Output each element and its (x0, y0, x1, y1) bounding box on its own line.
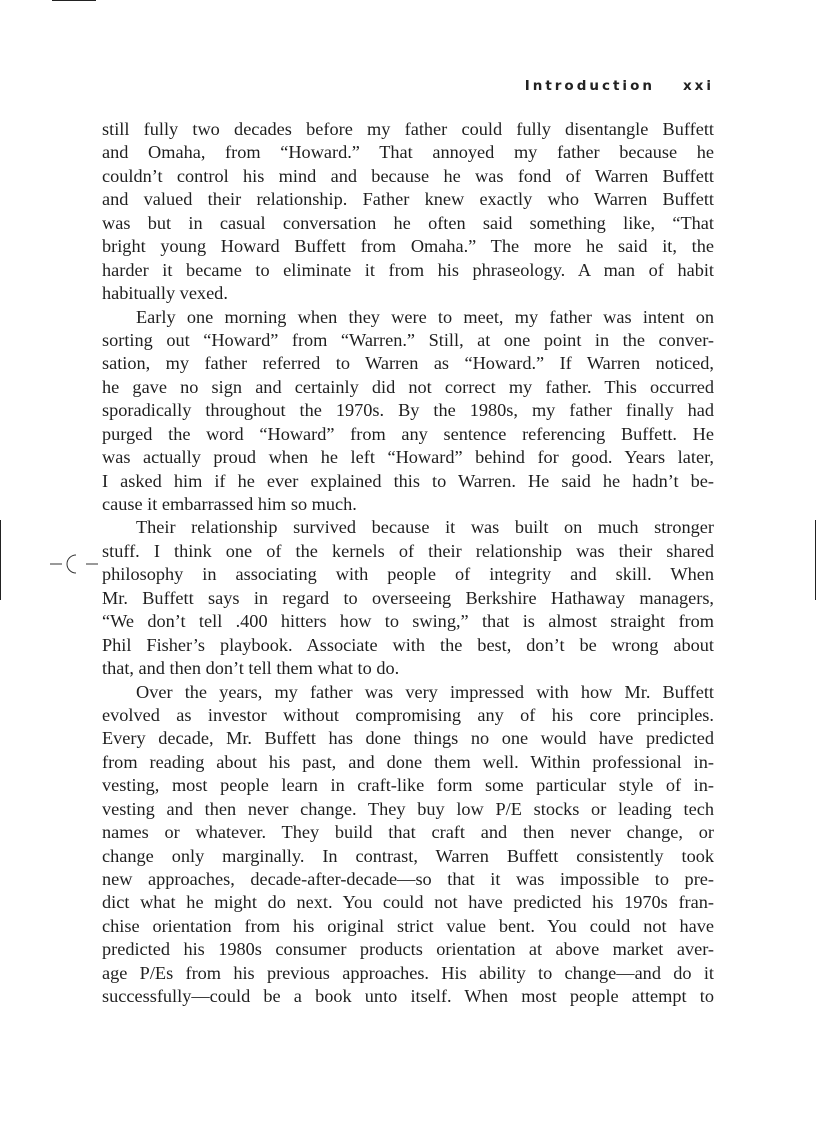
text-line: “We don’t tell .400 hitters how to swing,” that is almost straight from (102, 611, 714, 632)
text-line: names or whatever. They build that craft and then never change, or (102, 822, 714, 843)
text-line: new approaches, decade-after-decade—so that it was impossible to pre- (102, 869, 714, 889)
text-line: change only marginally. In contrast, Warren Buffett consistently took (102, 845, 714, 866)
paragraph (102, 681, 714, 1009)
text-line: philosophy in associating with people of integrity and skill. When (102, 564, 714, 585)
text-line: stuff. I think one of the kernels of their relationship was their shared (102, 540, 714, 561)
body-text (102, 118, 714, 1009)
text-line: dict what he might do next. You could not have predicted his 1970s fran- (102, 892, 714, 913)
paragraph (102, 516, 714, 680)
text-line: Mr. Buffett says in regard to overseeing Berkshire Hathaway managers, (102, 587, 714, 608)
text-line: vesting and then never change. They buy low P/E stocks or leading tech (102, 798, 714, 819)
text-line: and Omaha, from “Howard.” That annoyed my father because he (102, 142, 714, 163)
text-line: was actually proud when he left “Howard” behind for good. Years later, (102, 447, 714, 468)
text-line: harder it became to eliminate it from his phraseology. A man of habit (102, 259, 714, 280)
text-line: he gave no sign and certainly did not correct my father. This occurred (102, 376, 714, 397)
text-line: chise orientation from his original strict value bent. You could not have (102, 915, 714, 936)
text-line: habitually vexed. (102, 283, 228, 304)
text-line: predicted his 1980s consumer products orientation at above market aver- (102, 939, 714, 960)
paragraph (102, 118, 714, 306)
text-line: still fully two decades before my father could fully disentangle Buffett (102, 119, 714, 139)
text-line: bright young Howard Buffett from Omaha.” The more he said it, the (102, 236, 714, 257)
registration-mark-icon (50, 550, 98, 578)
crop-mark-top (52, 0, 96, 1)
running-head (102, 78, 714, 94)
text-line: was but in casual conversation he often said something like, “That (102, 212, 714, 233)
text-line: purged the word “Howard” from any sentence referencing Buffett. He (102, 423, 714, 444)
text-line: sorting out “Howard” from “Warren.” Still, at one point in the conver- (102, 329, 714, 350)
text-line: age P/Es from his previous approaches. His ability to change—and do it (102, 962, 714, 983)
paragraph (102, 306, 714, 517)
crop-mark-left (0, 520, 1, 600)
text-line: successfully—could be a book unto itself. When most people attempt to (102, 986, 714, 1007)
text-line: cause it embarrassed him so much. (102, 494, 357, 514)
text-line: Every decade, Mr. Buffett has done things no one would have predicted (102, 728, 714, 749)
text-line: Over the years, my father was very impressed with how Mr. Buffett (136, 681, 714, 702)
text-line: Early one morning when they were to meet, my father was intent on (136, 306, 714, 327)
text-line: sporadically throughout the 1970s. By the 1980s, my father finally had (102, 400, 714, 421)
text-line: Their relationship survived because it was built on much stronger (136, 517, 714, 538)
text-line: vesting, most people learn in craft-like form some particular style of in- (102, 775, 714, 796)
page-number: xxi (682, 78, 714, 94)
text-line: that, and then don’t tell them what to do. (102, 658, 400, 679)
text-line: I asked him if he ever explained this to Warren. He said he hadn’t be- (102, 470, 714, 491)
section-title: Introduction (524, 78, 655, 94)
text-line: and valued their relationship. Father knew exactly who Warren Buffett (102, 189, 714, 210)
text-line: Phil Fisher’s playbook. Associate with the best, don’t be wrong about (102, 634, 714, 655)
text-line: evolved as investor without compromising any of his core principles. (102, 704, 714, 725)
text-line: from reading about his past, and done them well. Within professional in- (102, 751, 714, 772)
text-line: couldn’t control his mind and because he was fond of Warren Buffett (102, 165, 714, 186)
text-line: sation, my father referred to Warren as “Howard.” If Warren noticed, (102, 353, 714, 374)
